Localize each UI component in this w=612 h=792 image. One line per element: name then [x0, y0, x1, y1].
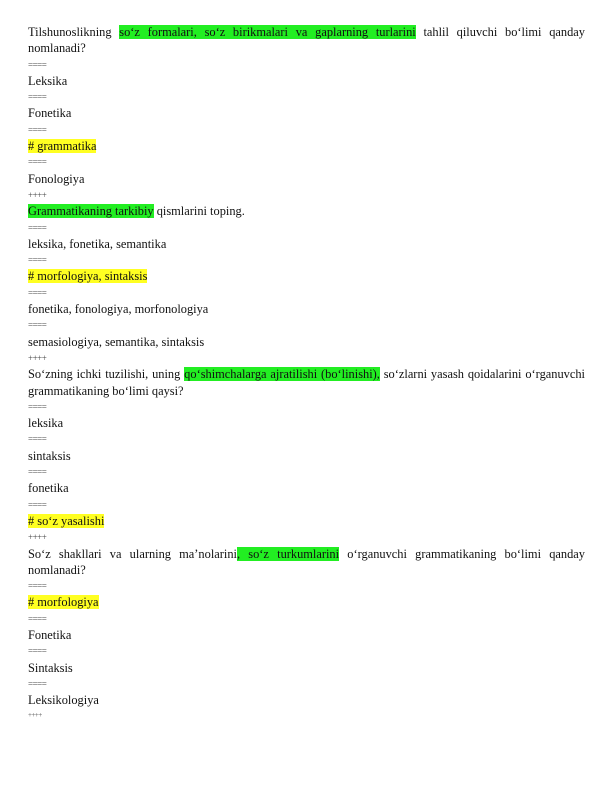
question-2-option-4: semasiologiya, semantika, sintaksis: [28, 334, 205, 349]
correct-answer-highlight: # so‘z yasalishi: [28, 513, 105, 528]
separator: ====: [28, 646, 47, 657]
question-3-prefix: So‘zning ichki tuzilishi, uning: [28, 367, 185, 382]
correct-answer-highlight: # morfologiya: [28, 595, 99, 610]
separator: ====: [28, 434, 47, 445]
question-2-option-3: fonetika, fonologiya, morfonologiya: [28, 302, 209, 317]
question-3-option-3: fonetika: [28, 481, 69, 496]
question-1: [28, 24, 585, 57]
question-3-highlight: qo‘shimchalarga ajratilishi (bo‘linishi),: [184, 367, 380, 382]
correct-answer-highlight: # morfologiya, sintaksis: [28, 269, 148, 284]
question-1-prefix: Tilshunoslikning: [28, 25, 120, 39]
separator: ====: [28, 59, 47, 70]
separator: ====: [28, 401, 47, 412]
question-4-option-1-correct: [28, 594, 585, 610]
separator: ====: [28, 499, 47, 510]
question-1-suffix: tahlil qiluvchi bo‘limi qanday nomlanadi?: [28, 25, 585, 56]
question-4-suffix: o‘rganuvchi grammatikaning bo‘limi qanday nomlanadi?: [28, 546, 585, 577]
question-4-option-4: Leksikologiya: [28, 693, 99, 708]
separator: ====: [28, 320, 47, 331]
question-1-option-1: Leksika: [28, 73, 68, 88]
question-4-prefix: So‘z shakllari va ularning ma’nolarini: [28, 546, 237, 561]
question-2-option-1: leksika, fonetika, semantika: [28, 236, 167, 251]
question-separator: ++++: [28, 711, 42, 720]
question-separator: ++++: [28, 352, 47, 363]
question-3-option-4-correct: [28, 513, 585, 529]
question-separator: ++++: [28, 189, 47, 200]
question-2-option-2-correct: [28, 268, 585, 284]
question-4: [28, 546, 585, 579]
question-4-option-3: Sintaksis: [28, 660, 73, 675]
separator: ====: [28, 287, 47, 298]
question-2: [28, 203, 585, 219]
separator: ====: [28, 222, 47, 233]
question-1-option-2: Fonetika: [28, 106, 72, 121]
separator: ====: [28, 255, 47, 266]
question-4-option-2: Fonetika: [28, 627, 72, 642]
separator: ====: [28, 613, 47, 624]
separator: ====: [28, 157, 47, 168]
separator: ====: [28, 124, 47, 135]
question-1-option-3-correct: [28, 138, 585, 154]
separator: ====: [28, 92, 47, 103]
question-1-highlight: so‘z formalari, so‘z birikmalari va gaplarning turlarini: [119, 25, 416, 39]
separator: ====: [28, 467, 47, 478]
question-3-option-2: sintaksis: [28, 448, 71, 463]
question-1-option-4: Fonologiya: [28, 171, 85, 186]
correct-answer-highlight: # grammatika: [28, 139, 97, 154]
separator: ====: [28, 678, 47, 689]
separator: ====: [28, 581, 47, 592]
question-2-highlight: Grammatikaning tarkibiy: [28, 204, 154, 219]
question-3: [28, 366, 585, 399]
question-4-highlight: , so‘z turkumlarini: [236, 546, 340, 561]
question-separator: ++++: [28, 532, 47, 543]
question-2-suffix: qismlarini toping.: [153, 204, 245, 219]
question-3-option-1: leksika: [28, 416, 64, 431]
question-3-suffix: so‘zlarni yasash qoidalarini o‘rganuvchi grammatikaning bo‘limi qaysi?: [28, 367, 585, 398]
document-page: [28, 24, 585, 722]
